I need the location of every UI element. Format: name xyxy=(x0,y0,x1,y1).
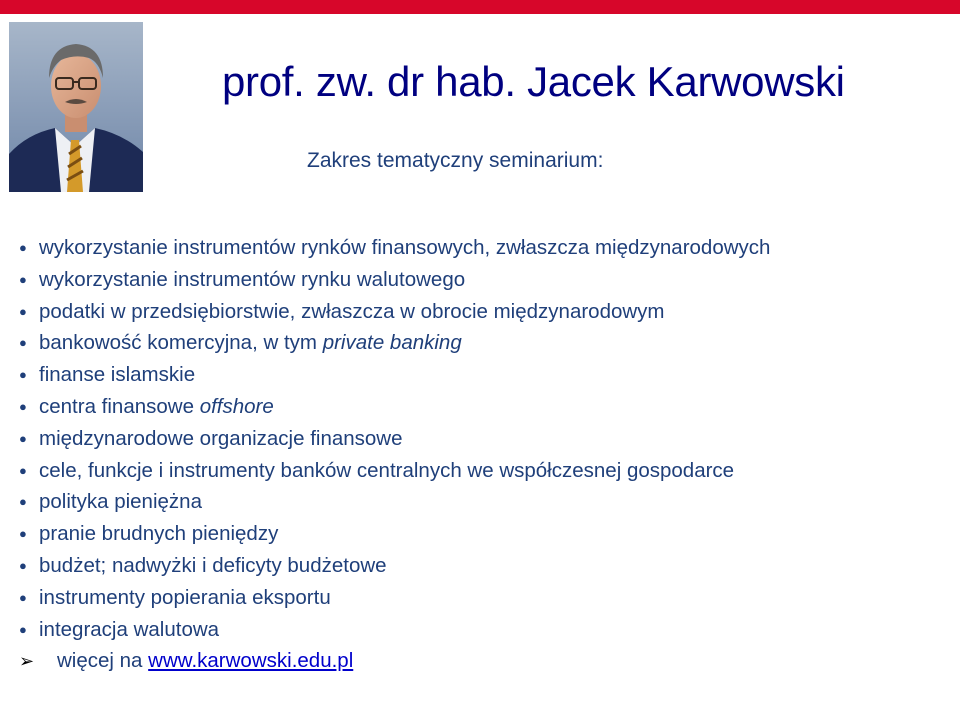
list-item xyxy=(19,327,770,359)
top-accent-bar xyxy=(0,0,960,14)
topic-text-italic: private banking xyxy=(322,331,462,355)
list-item xyxy=(19,582,770,614)
list-item xyxy=(19,518,770,550)
portrait-photo xyxy=(9,22,143,192)
list-item xyxy=(19,391,770,423)
topic-text: budżet; nadwyżki i deficyty budżetowe xyxy=(39,553,387,577)
bullet-icon: ● xyxy=(19,462,27,478)
bullet-icon: ● xyxy=(19,367,27,383)
more-info-label: więcej na xyxy=(57,649,149,672)
arrow-bullet-icon: ➢ xyxy=(19,651,35,671)
topic-text: podatki w przedsiębiorstwie, zwłaszcza w obrocie międzynarodowym xyxy=(39,299,665,323)
list-item xyxy=(19,614,770,646)
bullet-icon: ● xyxy=(19,398,27,414)
topic-text-italic: offshore xyxy=(199,394,274,418)
topic-text: integracja walutowa xyxy=(39,617,220,641)
list-item xyxy=(19,296,770,328)
topic-text: instrumenty popierania eksportu xyxy=(39,585,331,609)
seminar-subtitle: Zakres tematyczny seminarium: xyxy=(307,149,604,172)
page-title: prof. zw. dr hab. Jacek Karwowski xyxy=(222,58,845,105)
bullet-icon: ● xyxy=(19,271,27,287)
bullet-icon: ● xyxy=(19,335,27,351)
topic-text: cele, funkcje i instrumenty banków centralnych we współczesnej gospodarce xyxy=(39,458,735,482)
topic-text: centra finansowe xyxy=(39,394,200,418)
list-item xyxy=(19,264,770,296)
list-item xyxy=(19,455,770,487)
topic-list xyxy=(19,232,770,645)
topic-text: międzynarodowe organizacje finansowe xyxy=(39,426,403,450)
bullet-icon: ● xyxy=(19,303,27,319)
bullet-icon: ● xyxy=(19,494,27,510)
website-link[interactable]: www.karwowski.edu.pl xyxy=(148,649,354,672)
list-item xyxy=(19,486,770,518)
topic-text: wykorzystanie instrumentów rynku walutowego xyxy=(39,267,466,291)
bullet-icon: ● xyxy=(19,621,27,637)
person-photo-icon xyxy=(9,22,143,192)
topic-text: bankowość komercyjna, w tym xyxy=(39,331,323,355)
bullet-icon: ● xyxy=(19,430,27,446)
list-item xyxy=(19,359,770,391)
list-item xyxy=(19,232,770,264)
bullet-icon: ● xyxy=(19,240,27,255)
topic-text: pranie brudnych pieniędzy xyxy=(39,522,279,546)
topic-text: finanse islamskie xyxy=(39,363,196,387)
topic-text: wykorzystanie instrumentów rynków finansowych, zwłaszcza międzynarodowych xyxy=(39,236,771,259)
more-info-line xyxy=(19,645,353,677)
bullet-icon: ● xyxy=(19,589,27,605)
bullet-icon: ● xyxy=(19,526,27,542)
list-item xyxy=(19,423,770,455)
bullet-icon: ● xyxy=(19,557,27,573)
topic-text: polityka pieniężna xyxy=(39,490,202,514)
list-item xyxy=(19,550,770,582)
